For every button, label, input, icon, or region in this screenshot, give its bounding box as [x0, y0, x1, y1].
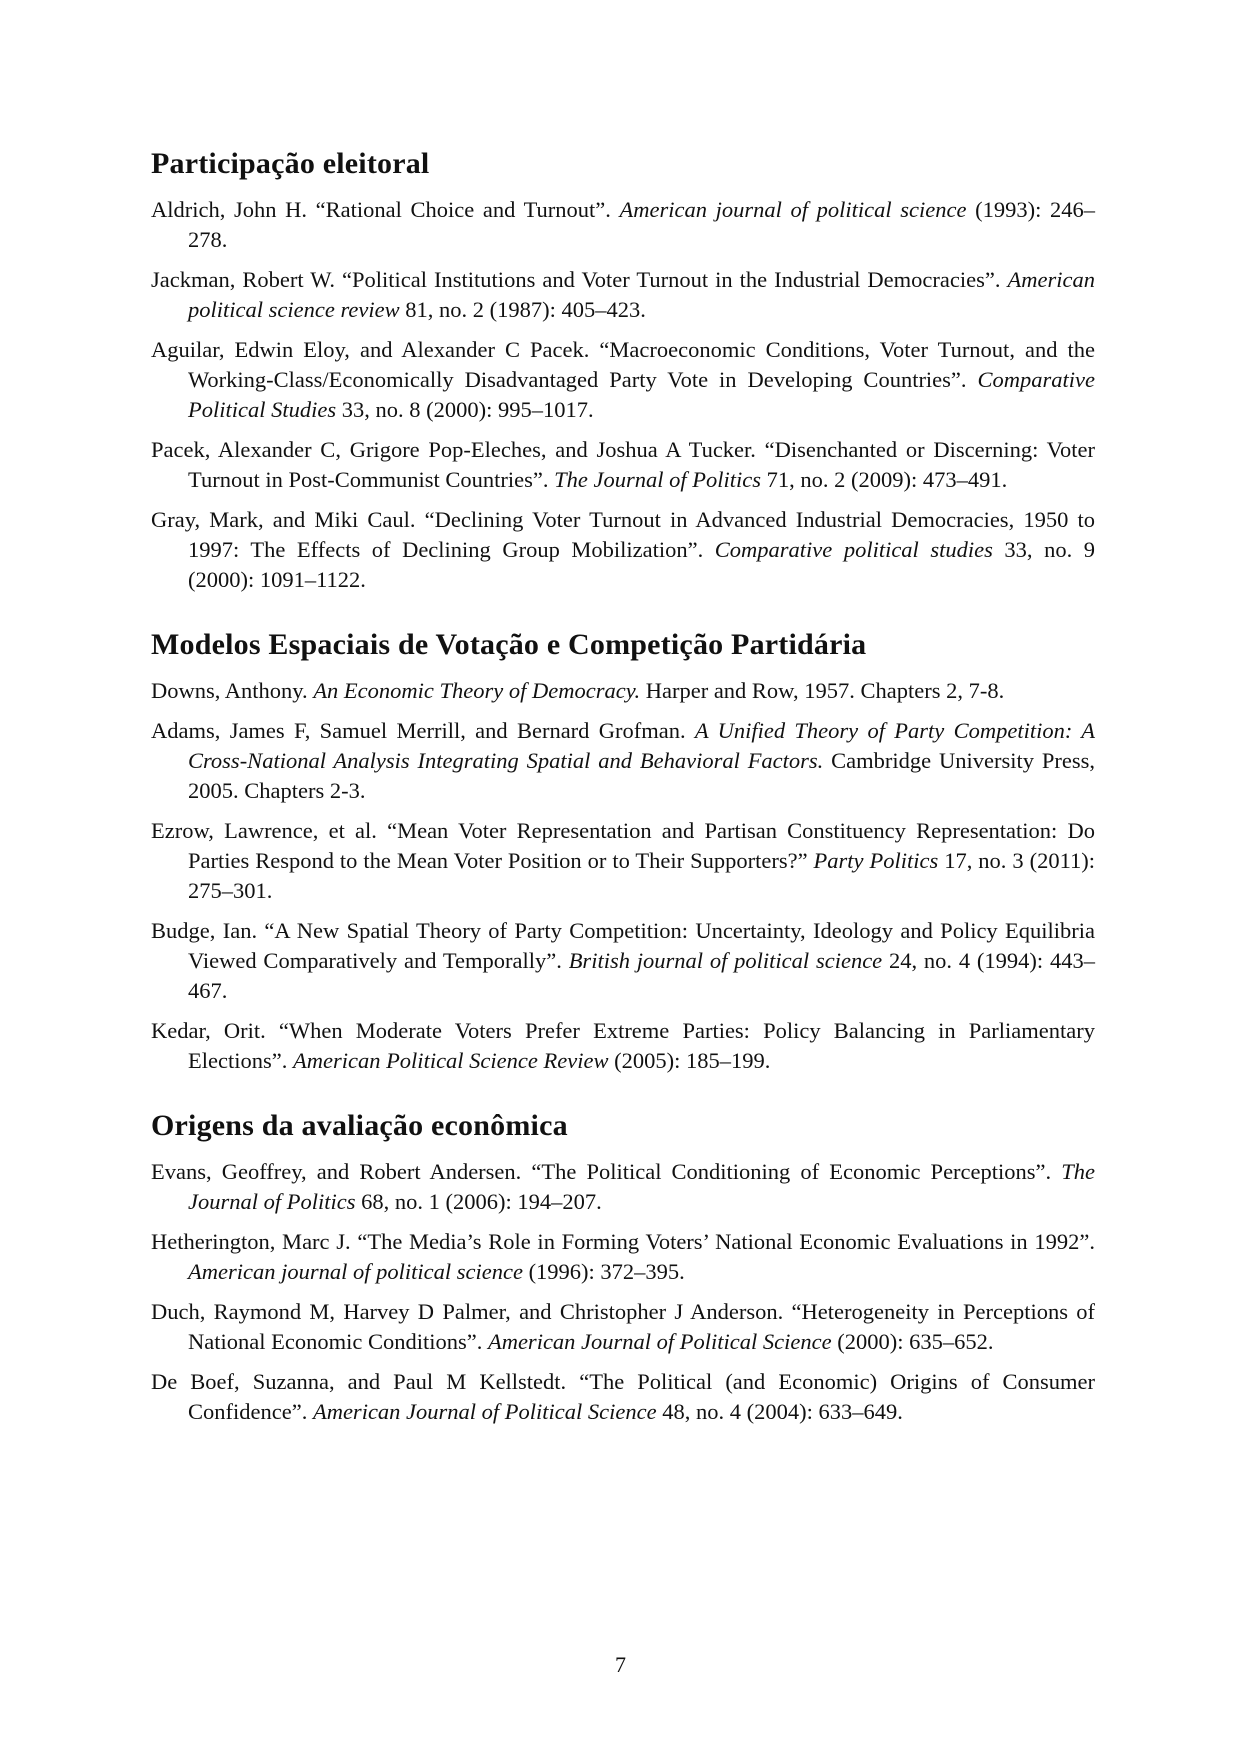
reference-text: Budge, Ian. “A New Spatial Theory of Party Competition: Uncertainty, Ideology and Policy Equilibria Viewed Comparatively and Temporally”.	[151, 918, 1095, 973]
reference-text: Aguilar, Edwin Eloy, and Alexander C Pacek. “Macroeconomic Conditions, Voter Turnout, and the Working-Class/Economically Disadvantaged Party Vote in Developing Countries”.	[151, 337, 1095, 392]
reference-item	[151, 265, 1095, 325]
reference-source: The Journal of Politics	[554, 467, 761, 492]
reference-text: Jackman, Robert W. “Political Institutions and Voter Turnout in the Industrial Democracies”.	[151, 267, 1008, 292]
reference-item	[151, 916, 1095, 1006]
reference-list	[151, 1157, 1095, 1427]
reference-item	[151, 195, 1095, 255]
reference-item	[151, 505, 1095, 595]
reference-source: American journal of political science	[619, 197, 967, 222]
reference-source: A Unified Theory of Party Competition: A Cross-National Analysis Integrating Spatial and Behavioral Factors.	[188, 718, 1095, 773]
reference-details: 68, no. 1 (2006): 194–207.	[355, 1189, 602, 1214]
reference-details: 33, no. 9 (2000): 1091–1122.	[188, 537, 1096, 592]
section-participacao-eleitoral	[151, 146, 1095, 595]
reference-source: Comparative political studies	[714, 537, 993, 562]
reference-details: 24, no. 4 (1994): 443–467.	[188, 948, 1095, 1003]
reference-item	[151, 1157, 1095, 1217]
reference-text: Pacek, Alexander C, Grigore Pop-Eleches, and Joshua A Tucker. “Disenchanted or Discerning: Voter Turnout in Post-Communist Countries”.	[151, 437, 1095, 492]
reference-text: Evans, Geoffrey, and Robert Andersen. “The Political Conditioning of Economic Perceptions”.	[151, 1159, 1062, 1184]
section-modelos-espaciais	[151, 627, 1095, 1076]
reference-item	[151, 816, 1095, 906]
reference-details: 81, no. 2 (1987): 405–423.	[399, 297, 646, 322]
reference-source: Comparative Political Studies	[188, 367, 1095, 422]
reference-text: Ezrow, Lawrence, et al. “Mean Voter Representation and Partisan Constituency Representation: Do Parties Respond to the Mean Voter Position or to Their Supporters?”	[151, 818, 1095, 873]
reference-details: 17, no. 3 (2011): 275–301.	[188, 848, 1096, 903]
document-page	[151, 146, 1095, 1437]
reference-text: Adams, James F, Samuel Merrill, and Bernard Grofman.	[151, 718, 695, 743]
reference-details: 33, no. 8 (2000): 995–1017.	[336, 397, 594, 422]
section-origens-avaliacao-economica	[151, 1108, 1095, 1427]
reference-list	[151, 676, 1095, 1076]
reference-list	[151, 195, 1095, 595]
reference-item	[151, 1367, 1095, 1427]
reference-source: American journal of political science	[188, 1259, 523, 1284]
reference-item	[151, 676, 1095, 706]
reference-details: (2000): 635–652.	[831, 1329, 994, 1354]
reference-details: Harper and Row, 1957. Chapters 2, 7-8.	[640, 678, 1005, 703]
reference-text: Downs, Anthony.	[151, 678, 314, 703]
reference-source: American political science review	[188, 267, 1095, 322]
reference-details: (1996): 372–395.	[522, 1259, 685, 1284]
reference-source: British journal of political science	[568, 948, 883, 973]
reference-text: Gray, Mark, and Miki Caul. “Declining Voter Turnout in Advanced Industrial Democracies, 1950 to 1997: The Effects of Declining Group Mobilization”.	[151, 507, 1095, 562]
reference-item	[151, 716, 1095, 806]
reference-details: Cambridge University Press, 2005. Chapters 2-3.	[188, 748, 1095, 803]
section-title: Modelos Espaciais de Votação e Competição Partidária	[151, 628, 867, 661]
reference-details: 48, no. 4 (2004): 633–649.	[656, 1399, 903, 1424]
page-number: 7	[615, 1652, 626, 1677]
reference-details: (1993): 246–278.	[188, 197, 1095, 252]
reference-details: (2005): 185–199.	[608, 1048, 771, 1073]
reference-source: An Economic Theory of Democracy.	[313, 678, 641, 703]
reference-source: American Journal of Political Science	[312, 1399, 657, 1424]
section-title: Origens da avaliação econômica	[151, 1109, 568, 1142]
reference-text: Hetherington, Marc J. “The Media’s Role in Forming Voters’ National Economic Evaluations in 1992”.	[151, 1229, 1095, 1254]
reference-text: Aldrich, John H. “Rational Choice and Turnout”.	[151, 197, 620, 222]
reference-source: American Journal of Political Science	[487, 1329, 832, 1354]
reference-source: The Journal of Politics	[188, 1159, 1095, 1214]
reference-item	[151, 1016, 1095, 1076]
reference-source: Party Politics	[813, 848, 939, 873]
reference-source: American Political Science Review	[292, 1048, 609, 1073]
reference-item	[151, 435, 1095, 495]
reference-item	[151, 1227, 1095, 1287]
section-title: Participação eleitoral	[151, 147, 430, 180]
reference-text: Duch, Raymond M, Harvey D Palmer, and Christopher J Anderson. “Heterogeneity in Perceptions of National Economic Conditions”.	[151, 1299, 1095, 1354]
reference-text: De Boef, Suzanna, and Paul M Kellstedt. “The Political (and Economic) Origins of Consumer Confidence”.	[151, 1369, 1095, 1424]
reference-text: Kedar, Orit. “When Moderate Voters Prefer Extreme Parties: Policy Balancing in Parliamentary Elections”.	[151, 1018, 1095, 1073]
reference-item	[151, 1297, 1095, 1357]
reference-details: 71, no. 2 (2009): 473–491.	[760, 467, 1008, 492]
reference-item	[151, 335, 1095, 425]
